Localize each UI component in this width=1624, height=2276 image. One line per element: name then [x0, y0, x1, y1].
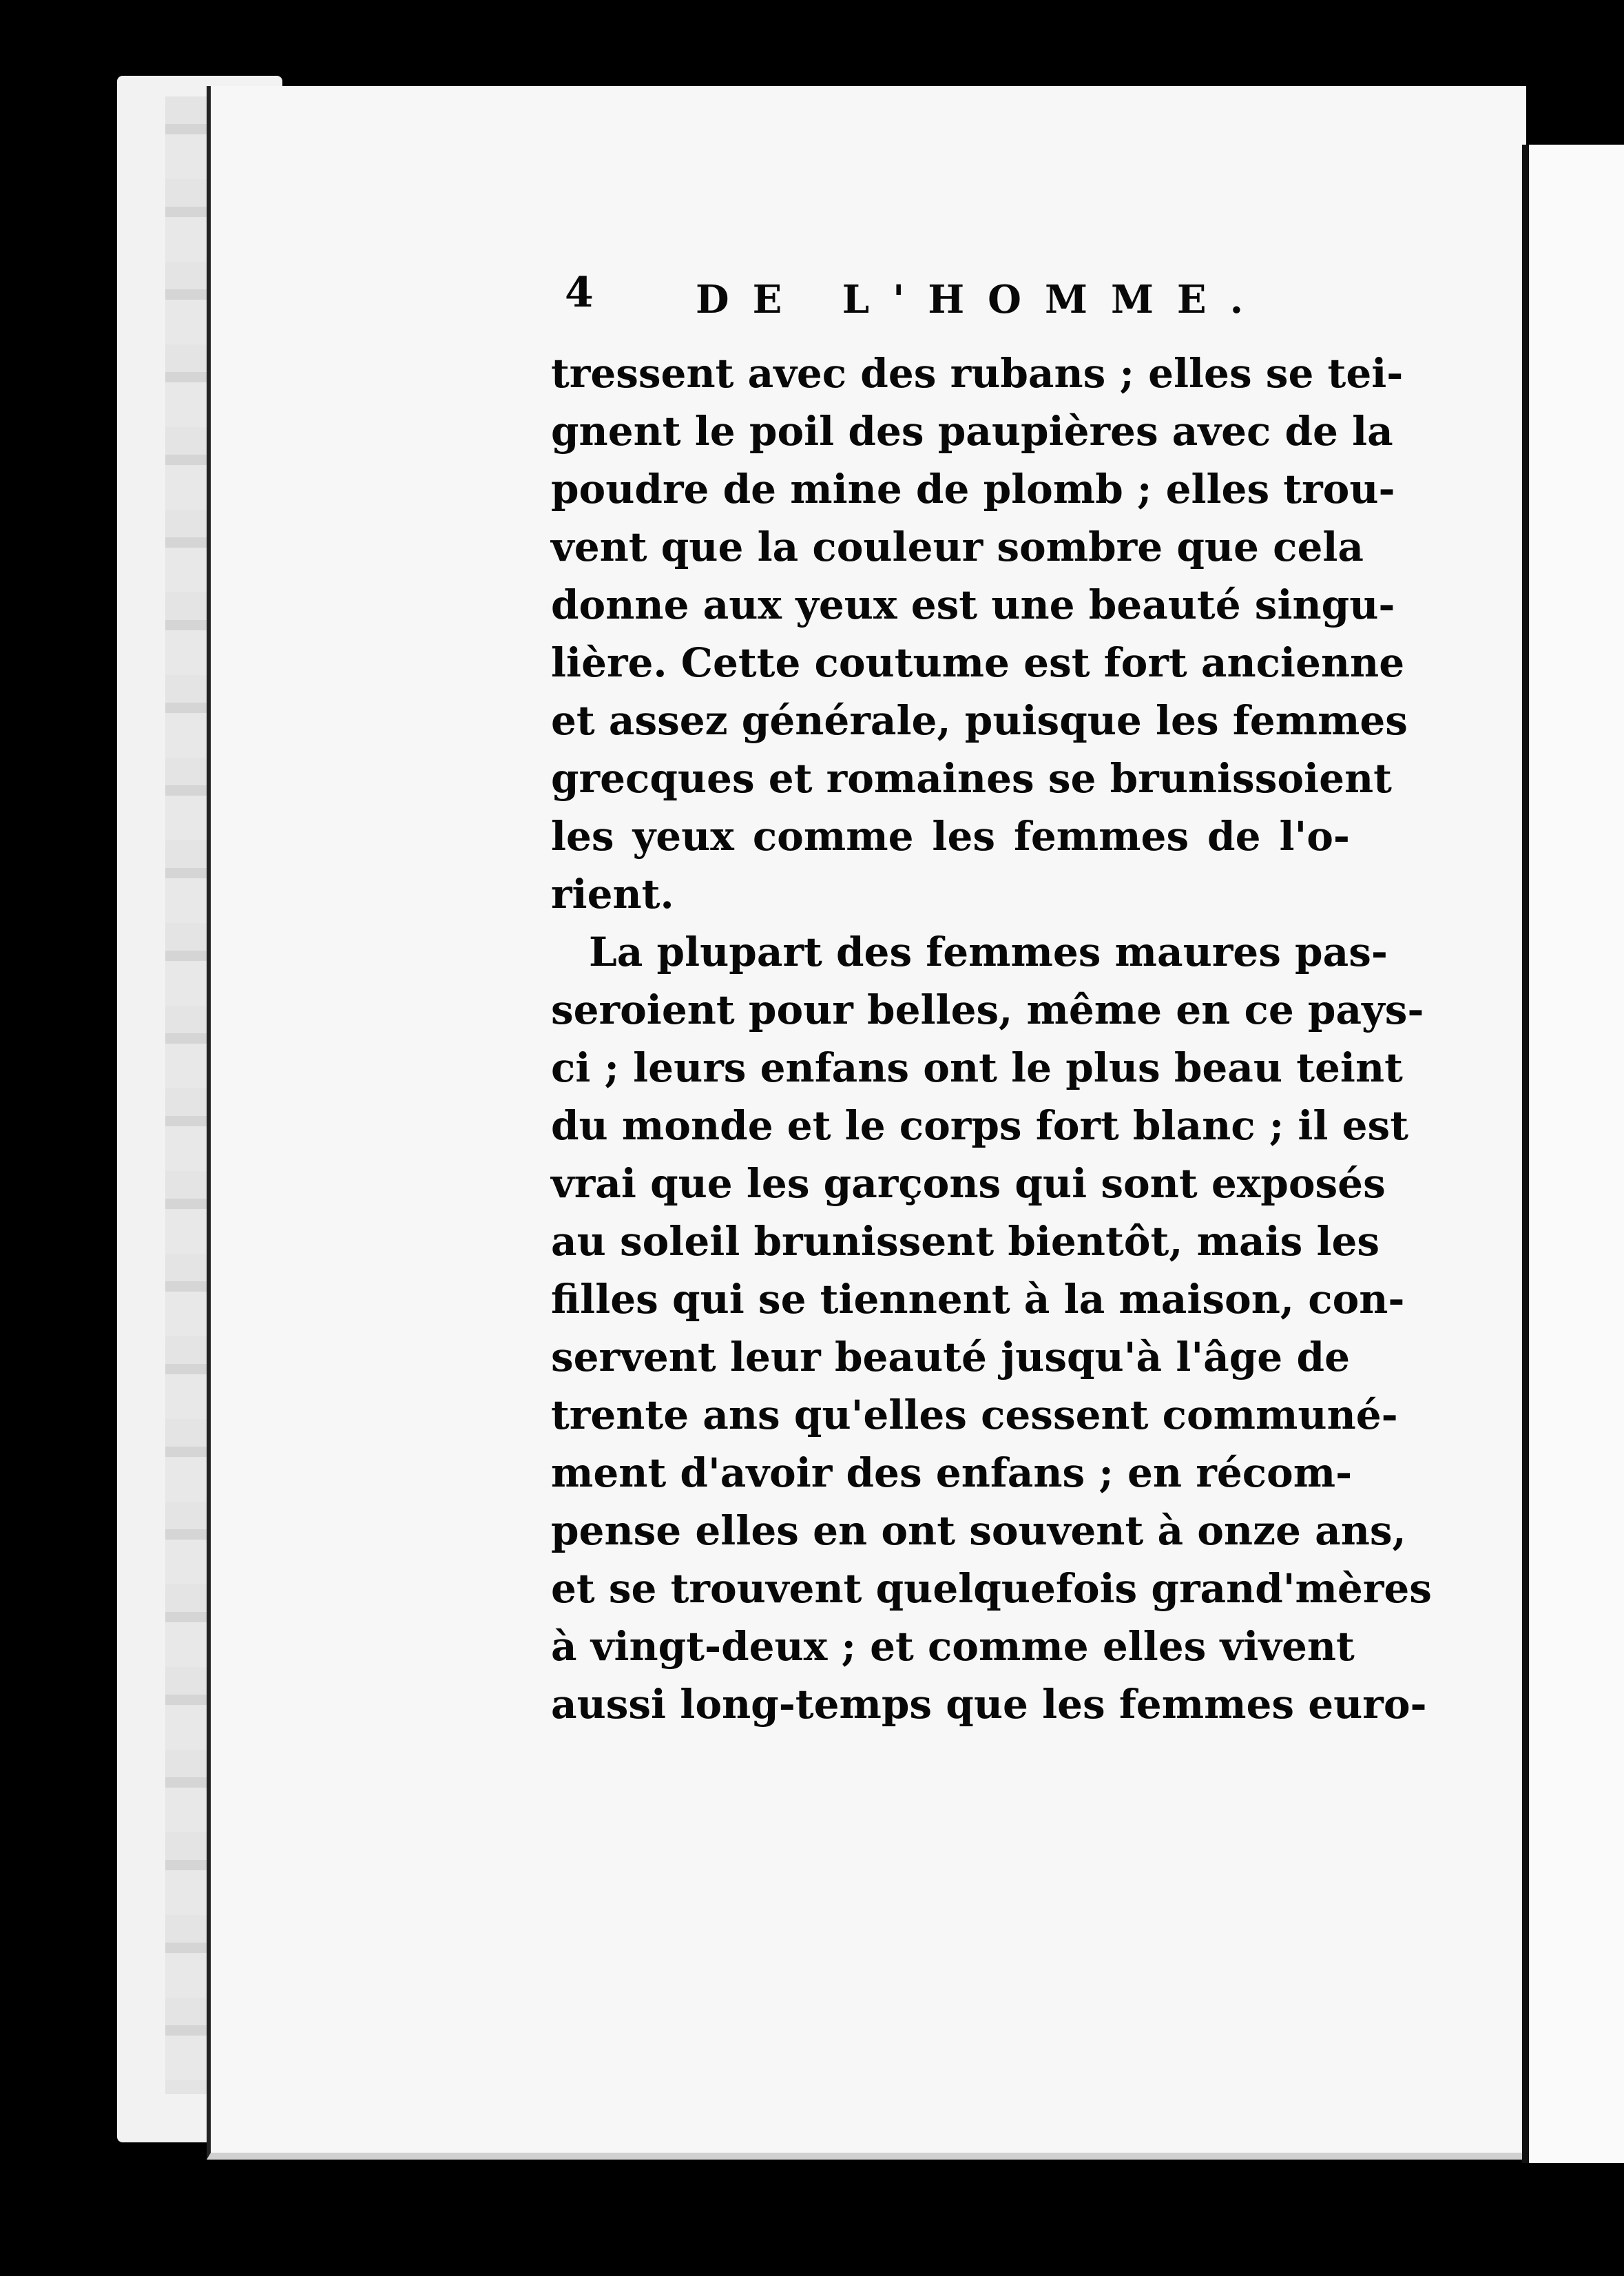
text-line: vent que la couleur sombre que cela: [551, 524, 1364, 570]
text-line: tressent avec des rubans ; elles se tei-: [551, 350, 1404, 397]
text-line: seroient pour belles, même en ce pays-: [551, 986, 1424, 1033]
paragraph-1: [551, 344, 1408, 923]
text-line: ment d'avoir des enfans ; en récom-: [551, 1449, 1353, 1496]
text-line: servent leur beauté jusqu'à l'âge de: [551, 1334, 1350, 1380]
running-head: [551, 269, 1350, 344]
text-line: rient.: [551, 871, 674, 918]
facing-page-edge: [1522, 145, 1624, 2163]
text-line: aussi long-temps que les femmes euro-: [551, 1681, 1427, 1728]
text-line: au soleil brunissent bientôt, mais les: [551, 1218, 1380, 1265]
text-line: gnent le poil des paupières avec de la: [551, 408, 1393, 455]
text-line: à vingt-deux ; et comme elles vivent: [551, 1623, 1355, 1670]
text-line: lière. Cette coutume est fort ancienne: [551, 639, 1405, 686]
text-line: et se trouvent quelquefois grand'mères: [551, 1565, 1432, 1612]
running-title: DE L'HOMME.: [696, 277, 1267, 322]
text-line: vrai que les garçons qui sont exposés: [551, 1160, 1386, 1207]
text-line: pense elles en ont souvent à onze ans,: [551, 1507, 1406, 1554]
text-line: les yeux comme les femmes de l'o-: [551, 813, 1350, 860]
text-line: ci ; leurs enfans ont le plus beau teint: [551, 1044, 1403, 1091]
text-line: du monde et le corps fort blanc ; il est: [551, 1102, 1408, 1149]
text-line: et assez générale, puisque les femmes: [551, 697, 1408, 744]
text-line: grecques et romaines se brunissoient: [551, 755, 1392, 802]
paragraph-2: [551, 923, 1432, 1733]
page-number: 4: [565, 269, 594, 317]
text-line: filles qui se tiennent à la maison, con-: [551, 1276, 1405, 1323]
text-line: poudre de mine de plomb ; elles trou-: [551, 466, 1395, 513]
text-line: La plupart des femmes maures pas-: [589, 929, 1388, 975]
text-line: donne aux yeux est une beauté singu-: [551, 581, 1395, 628]
page-text: [551, 269, 1432, 1733]
text-line: trente ans qu'elles cessent communé-: [551, 1392, 1398, 1438]
